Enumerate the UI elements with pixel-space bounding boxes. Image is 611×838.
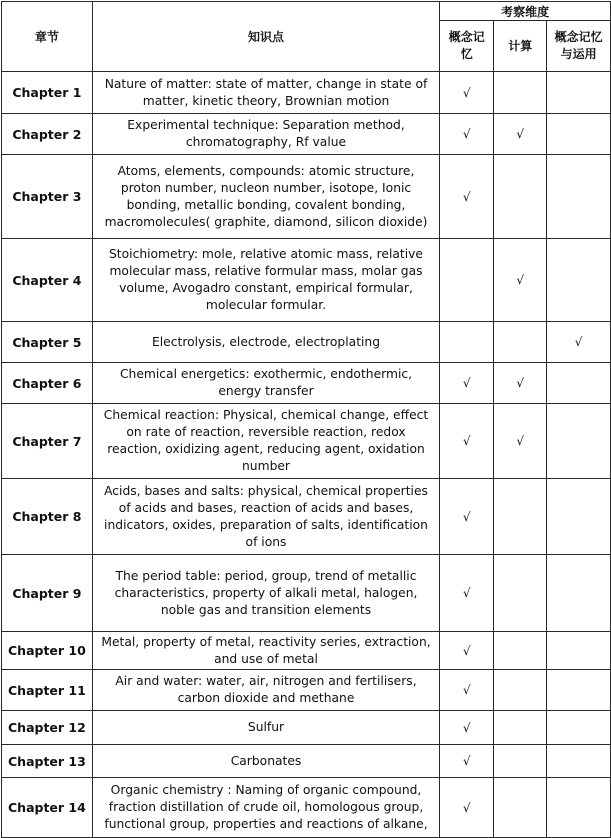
dimension-cell bbox=[494, 322, 547, 363]
check-mark-icon: √ bbox=[462, 643, 471, 658]
topic-cell: Stoichiometry: mole, relative atomic mass, relative molecular mass, relative formular mass, molar gas volume, Avogadro constant, empirical formular, molecular formular. bbox=[92, 239, 439, 322]
check-mark-icon: √ bbox=[462, 586, 471, 600]
dimension-cell bbox=[494, 239, 547, 322]
topic-cell: Sulfur bbox=[92, 711, 439, 745]
table-row bbox=[2, 404, 611, 479]
dimension-cell bbox=[547, 745, 611, 778]
dimension-cell bbox=[440, 322, 494, 363]
dimension-cell bbox=[494, 479, 547, 555]
dimension-cell bbox=[440, 114, 494, 155]
dimension-cell bbox=[494, 632, 547, 670]
check-mark-icon: √ bbox=[462, 376, 471, 390]
topic-cell: Electrolysis, electrode, electroplating bbox=[92, 322, 439, 363]
dimension-header-calculation: 计算 bbox=[494, 21, 547, 72]
check-mark-icon: √ bbox=[462, 509, 471, 524]
chapter-cell: Chapter 4 bbox=[2, 239, 93, 322]
check-mark-icon: √ bbox=[516, 434, 525, 448]
check-mark-icon: √ bbox=[516, 273, 525, 287]
topic-cell: Nature of matter: state of matter, change in state of matter, kinetic theory, Brownian motion bbox=[92, 72, 439, 114]
check-mark-icon: √ bbox=[462, 800, 471, 815]
chapter-cell: Chapter 10 bbox=[2, 632, 93, 670]
dimension-cell bbox=[547, 155, 611, 239]
chapter-cell: Chapter 2 bbox=[2, 114, 93, 155]
dimension-cell bbox=[440, 363, 494, 404]
table-row bbox=[2, 363, 611, 404]
table-row bbox=[2, 155, 611, 239]
dimension-cell bbox=[547, 363, 611, 404]
dimension-cell bbox=[494, 114, 547, 155]
table-row bbox=[2, 670, 611, 711]
chapter-cell: Chapter 8 bbox=[2, 479, 93, 555]
topic-cell: Acids, bases and salts: physical, chemical properties of acids and bases, reaction of acids and bases, indicators, oxides, preparation of salts, identification of ions bbox=[92, 479, 439, 555]
table-header bbox=[2, 2, 611, 72]
dimension-cell bbox=[494, 778, 547, 838]
check-mark-icon: √ bbox=[462, 434, 471, 448]
check-mark-icon: √ bbox=[462, 683, 471, 697]
topic-column-header: 知识点 bbox=[92, 2, 439, 72]
dimension-cell bbox=[547, 711, 611, 745]
chapter-cell: Chapter 14 bbox=[2, 778, 93, 838]
topic-cell: Chemical energetics: exothermic, endothermic, energy transfer bbox=[92, 363, 439, 404]
dimension-cell bbox=[440, 404, 494, 479]
dimension-cell bbox=[494, 711, 547, 745]
dimension-cell bbox=[547, 239, 611, 322]
table-row bbox=[2, 114, 611, 155]
topic-cell: Chemical reaction: Physical, chemical change, effect on rate of reaction, reversible reaction, redox reaction, oxidizing agent, reducing agent, oxidation number bbox=[92, 404, 439, 479]
dimension-cell bbox=[494, 363, 547, 404]
table-row bbox=[2, 778, 611, 838]
table-row bbox=[2, 555, 611, 632]
dimension-group-header: 考察维度 bbox=[440, 2, 611, 21]
check-mark-icon: √ bbox=[462, 189, 471, 204]
table-row bbox=[2, 479, 611, 555]
dimension-cell bbox=[547, 322, 611, 363]
dimension-cell bbox=[440, 711, 494, 745]
chapter-cell: Chapter 9 bbox=[2, 555, 93, 632]
chapter-cell: Chapter 3 bbox=[2, 155, 93, 239]
check-mark-icon: √ bbox=[462, 754, 471, 768]
dimension-cell bbox=[547, 555, 611, 632]
dimension-header-concept-application: 概念记忆与运用 bbox=[547, 21, 611, 72]
chapter-cell: Chapter 6 bbox=[2, 363, 93, 404]
dimension-cell bbox=[547, 72, 611, 114]
dimension-cell bbox=[494, 404, 547, 479]
chapter-cell: Chapter 5 bbox=[2, 322, 93, 363]
dimension-cell bbox=[440, 778, 494, 838]
dimension-cell bbox=[440, 670, 494, 711]
topic-cell: Carbonates bbox=[92, 745, 439, 778]
check-mark-icon: √ bbox=[462, 85, 471, 100]
dimension-cell bbox=[440, 479, 494, 555]
table-row bbox=[2, 745, 611, 778]
table-row bbox=[2, 72, 611, 114]
check-mark-icon: √ bbox=[516, 127, 525, 141]
dimension-cell bbox=[440, 72, 494, 114]
chapter-cell: Chapter 11 bbox=[2, 670, 93, 711]
chapter-cell: Chapter 1 bbox=[2, 72, 93, 114]
dimension-cell bbox=[547, 670, 611, 711]
dimension-header-concept-memory: 概念记忆 bbox=[440, 21, 494, 72]
chapter-cell: Chapter 7 bbox=[2, 404, 93, 479]
dimension-cell bbox=[547, 114, 611, 155]
dimension-cell bbox=[440, 555, 494, 632]
table-row bbox=[2, 239, 611, 322]
table-row bbox=[2, 711, 611, 745]
dimension-cell bbox=[494, 155, 547, 239]
topic-cell: Atoms, elements, compounds: atomic structure, proton number, nucleon number, isotope, Ionic bonding, metallic bonding, covalent bonding, macromolecules( graphite, diamond, silicon dioxide) bbox=[92, 155, 439, 239]
dimension-cell bbox=[440, 745, 494, 778]
table-body bbox=[2, 72, 611, 838]
dimension-cell bbox=[440, 155, 494, 239]
topic-cell: Air and water: water, air, nitrogen and fertilisers, carbon dioxide and methane bbox=[92, 670, 439, 711]
topic-cell: Experimental technique: Separation method, chromatography, Rf value bbox=[92, 114, 439, 155]
check-mark-icon: √ bbox=[462, 720, 471, 735]
dimension-cell bbox=[494, 555, 547, 632]
dimension-cell bbox=[547, 632, 611, 670]
dimension-cell bbox=[494, 745, 547, 778]
dimension-cell bbox=[547, 778, 611, 838]
topic-cell: Metal, property of metal, reactivity series, extraction, and use of metal bbox=[92, 632, 439, 670]
check-mark-icon: √ bbox=[574, 335, 583, 349]
syllabus-table bbox=[1, 1, 611, 838]
dimension-cell bbox=[494, 670, 547, 711]
dimension-cell bbox=[547, 404, 611, 479]
topic-cell: The period table: period, group, trend of metallic characteristics, property of alkali metal, halogen, noble gas and transition elements bbox=[92, 555, 439, 632]
check-mark-icon: √ bbox=[462, 127, 471, 141]
chapter-column-header: 章节 bbox=[2, 2, 93, 72]
dimension-cell bbox=[494, 72, 547, 114]
dimension-cell bbox=[547, 479, 611, 555]
dimension-cell bbox=[440, 632, 494, 670]
check-mark-icon: √ bbox=[516, 376, 525, 390]
table-row bbox=[2, 632, 611, 670]
chapter-cell: Chapter 12 bbox=[2, 711, 93, 745]
dimension-cell bbox=[440, 239, 494, 322]
chapter-cell: Chapter 13 bbox=[2, 745, 93, 778]
topic-cell: Organic chemistry : Naming of organic compound, fraction distillation of crude oil, homologous group, functional group, properties and reactions of alkane, bbox=[92, 778, 439, 838]
table-row bbox=[2, 322, 611, 363]
